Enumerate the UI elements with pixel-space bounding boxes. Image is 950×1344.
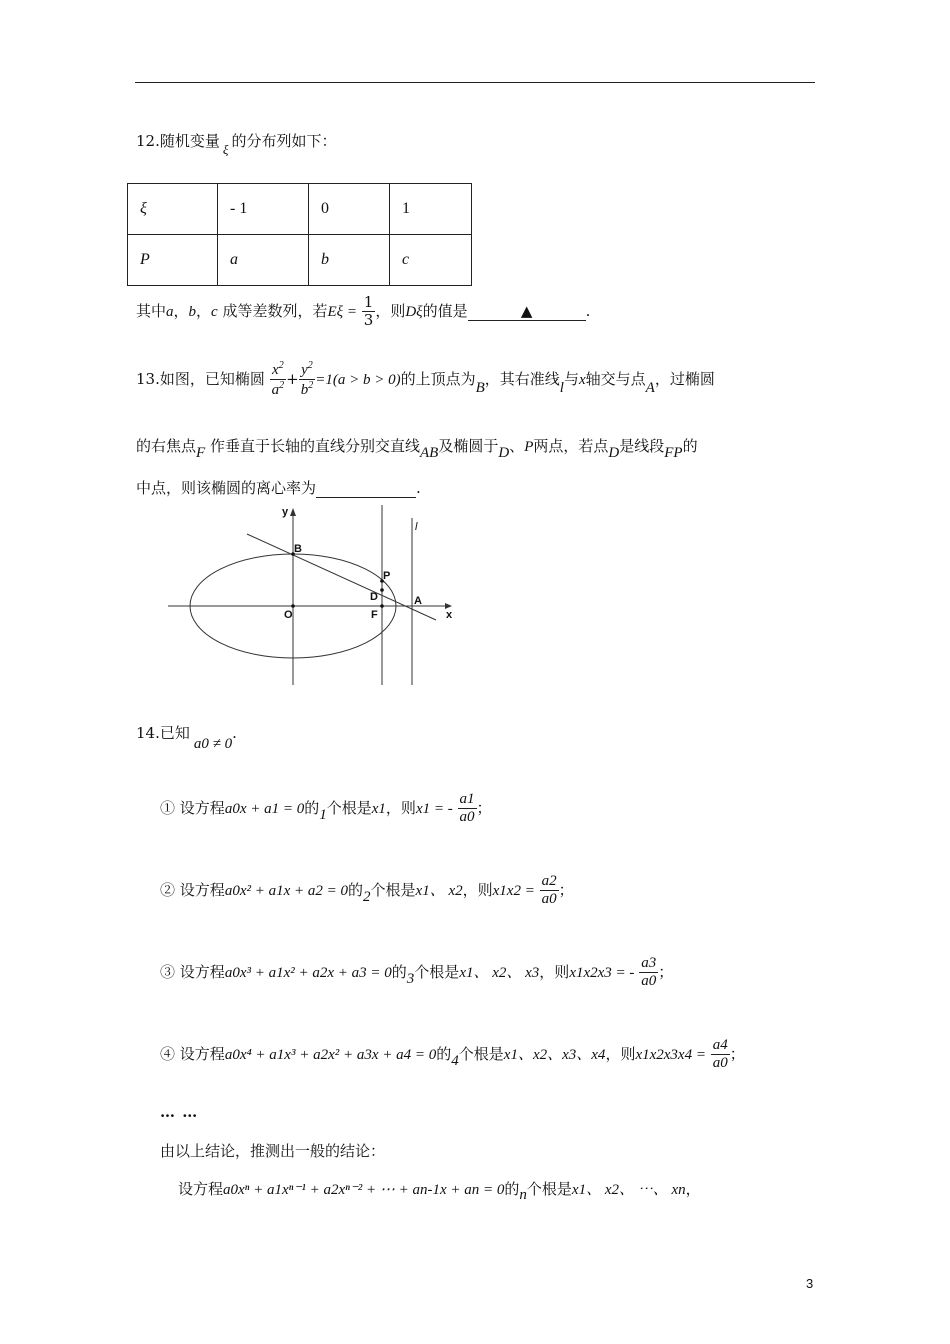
fraction: $\frac{a3}{a0}$: [641, 955, 657, 990]
q12-condition: 其中a，b，c 成等差数列，若Eξ = $\frac{1}{3}$ ，则Dξ的值是 ▲ .: [136, 293, 591, 330]
table-cell: ξ: [128, 184, 218, 235]
ellipse-figure: [160, 500, 460, 690]
table-cell: 0: [309, 184, 390, 235]
line-ab: [247, 534, 436, 620]
q13-line3: 中点，则该椭圆的离心率为 .: [136, 479, 421, 497]
table-cell: b: [309, 235, 390, 286]
distribution-table: [127, 183, 472, 286]
label-o: O: [284, 609, 293, 621]
label-y: y: [282, 506, 289, 518]
q14-item-2: ② 设方程a0x² + a1x + a2 = 0的2个根是x1、 x2，则x1x2 = $\frac{a2}{a0}$ ；: [160, 873, 574, 908]
label-d: D: [370, 591, 378, 603]
q13-line1: 13.如图，已知椭圆 $\frac{x^2}{a^2}$ + $\frac{y^2}{b^2}$ =1(a > b > 0)的上顶点为B，其右准线l与x轴交与点A，过椭圆: [136, 360, 715, 399]
answer-blank[interactable]: [316, 479, 416, 498]
table-cell: 1: [390, 184, 472, 235]
q14-item-4: ④ 设方程a0x⁴ + a1x³ + a2x² + a3x + a4 = 0的4个根是x1、x2、x3、x4，则x1x2x3x4 = $\frac{a4}{a0}$ ；: [160, 1037, 745, 1072]
table-cell: a: [218, 235, 309, 286]
ellipsis: … …: [160, 1103, 199, 1121]
q14-intro: 14.已知a0 ≠ 0.: [136, 724, 237, 752]
header-rule: [135, 82, 815, 83]
fraction: $\frac{a1}{a0}$: [459, 791, 475, 826]
q14-item-1: ① 设方程a0x + a1 = 0的1个根是x1，则x1 = - $\frac{a1}{a0}$ ；: [160, 791, 492, 826]
q14-conclusion: 由以上结论，推测出一般的结论：: [160, 1142, 386, 1160]
page-number: 3: [806, 1276, 814, 1291]
point-d: [380, 588, 384, 592]
answer-blank[interactable]: ▲: [468, 302, 586, 321]
q14-item-3: ③ 设方程a0x³ + a1x² + a2x + a3 = 0的3个根是x1、 x2、 x3，则x1x2x3 = - $\frac{a3}{a0}$ ；: [160, 955, 674, 990]
fraction: $\frac{a4}{a0}$: [712, 1037, 728, 1072]
label-a: A: [414, 595, 422, 607]
point-f: [380, 604, 384, 608]
q14-general: 设方程a0xⁿ + a1xⁿ⁻¹ + a2xⁿ⁻² + ⋯ + an-1x + an = 0的n个根是x1、 x2、 ⋯、 xn，: [178, 1180, 701, 1203]
label-x: x: [446, 609, 453, 621]
table-row: [128, 184, 472, 235]
q12-intro: 12.随机变量 ξ 的分布列如下：: [136, 132, 337, 157]
label-f: F: [371, 609, 378, 621]
point-o: [291, 604, 295, 608]
fraction: $\frac{a2}{a0}$: [541, 873, 557, 908]
table-row: [128, 235, 472, 286]
fraction-one-third: $\frac{1}{3}$: [363, 293, 374, 330]
q13-line2: 的右焦点F 作垂直于长轴的直线分别交直线AB及椭圆于D、P两点，若点D是线段FP的: [136, 437, 698, 461]
table-cell: c: [390, 235, 472, 286]
table-cell: - 1: [218, 184, 309, 235]
label-b: B: [294, 543, 302, 555]
label-p: P: [383, 570, 391, 582]
fraction-y2-b2: $\frac{y^2}{b^2}$: [300, 360, 314, 399]
table-cell: P: [128, 235, 218, 286]
y-axis-arrow-icon: [290, 508, 296, 516]
label-l: l: [415, 521, 418, 533]
fraction-x2-a2: $\frac{x^2}{a^2}$: [271, 360, 285, 399]
